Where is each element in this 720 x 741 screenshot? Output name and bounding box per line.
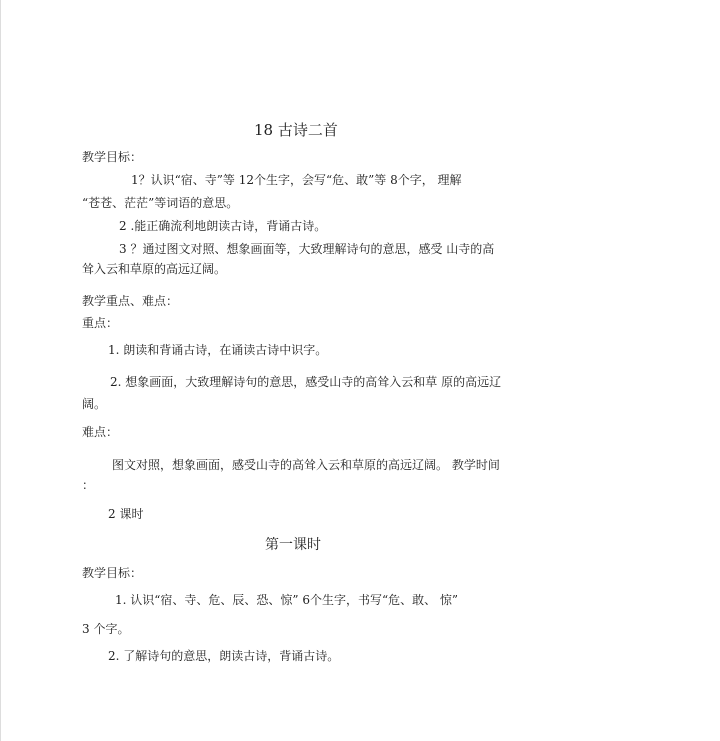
objective-line-3-cont: 耸入云和草原的高远辽阔。 — [82, 262, 227, 276]
section-label-key-difficult: 教学重点、难点： — [82, 294, 179, 308]
section-label-objectives: 教学目标： — [82, 150, 143, 164]
lesson-objectives-label: 教学目标： — [82, 566, 143, 580]
objective-line-1: 1？认识“宿、寺”等 12个生字，会写“危、敢”等 8个字， 理解 — [131, 173, 462, 187]
lesson-goal-1-cont: 3 个字。 — [82, 622, 130, 636]
lesson-time: 2 课时 — [108, 507, 144, 521]
key-point-1: 1. 朗读和背诵古诗，在诵读古诗中识字。 — [108, 343, 328, 357]
page-edge — [0, 0, 1, 741]
difficulty-line: 图文对照，想象画面，感受山寺的高耸入云和草原的高远辽阔。 教学时间 — [112, 458, 500, 472]
page-title: 18 古诗二首 — [254, 121, 338, 139]
key-point-2-cont: 阔。 — [82, 397, 107, 411]
lesson-goal-2: 2. 了解诗句的意思，朗读古诗，背诵古诗。 — [108, 649, 340, 663]
lesson-title: 第一课时 — [265, 537, 321, 553]
objective-line-3: 3 ？通过图文对照、想象画面等，大致理解诗句的意思，感受 山寺的高 — [119, 242, 495, 256]
key-point-2: 2. 想象画面，大致理解诗句的意思，感受山寺的高耸入云和草 原的高远辽 — [110, 375, 502, 389]
lesson-goal-1: 1. 认识“宿、寺、危、辰、恐、惊” 6个生字，书写“危、敢、 惊” — [115, 593, 459, 607]
objective-line-1-cont: “苍苍、茫茫”等词语的意思。 — [82, 196, 239, 210]
key-label: 重点： — [82, 316, 119, 330]
difficulty-label: 难点： — [82, 425, 119, 439]
objective-line-2: 2 .能正确流利地朗读古诗，背诵古诗。 — [119, 219, 327, 233]
difficulty-line-cont: ： — [82, 478, 95, 492]
